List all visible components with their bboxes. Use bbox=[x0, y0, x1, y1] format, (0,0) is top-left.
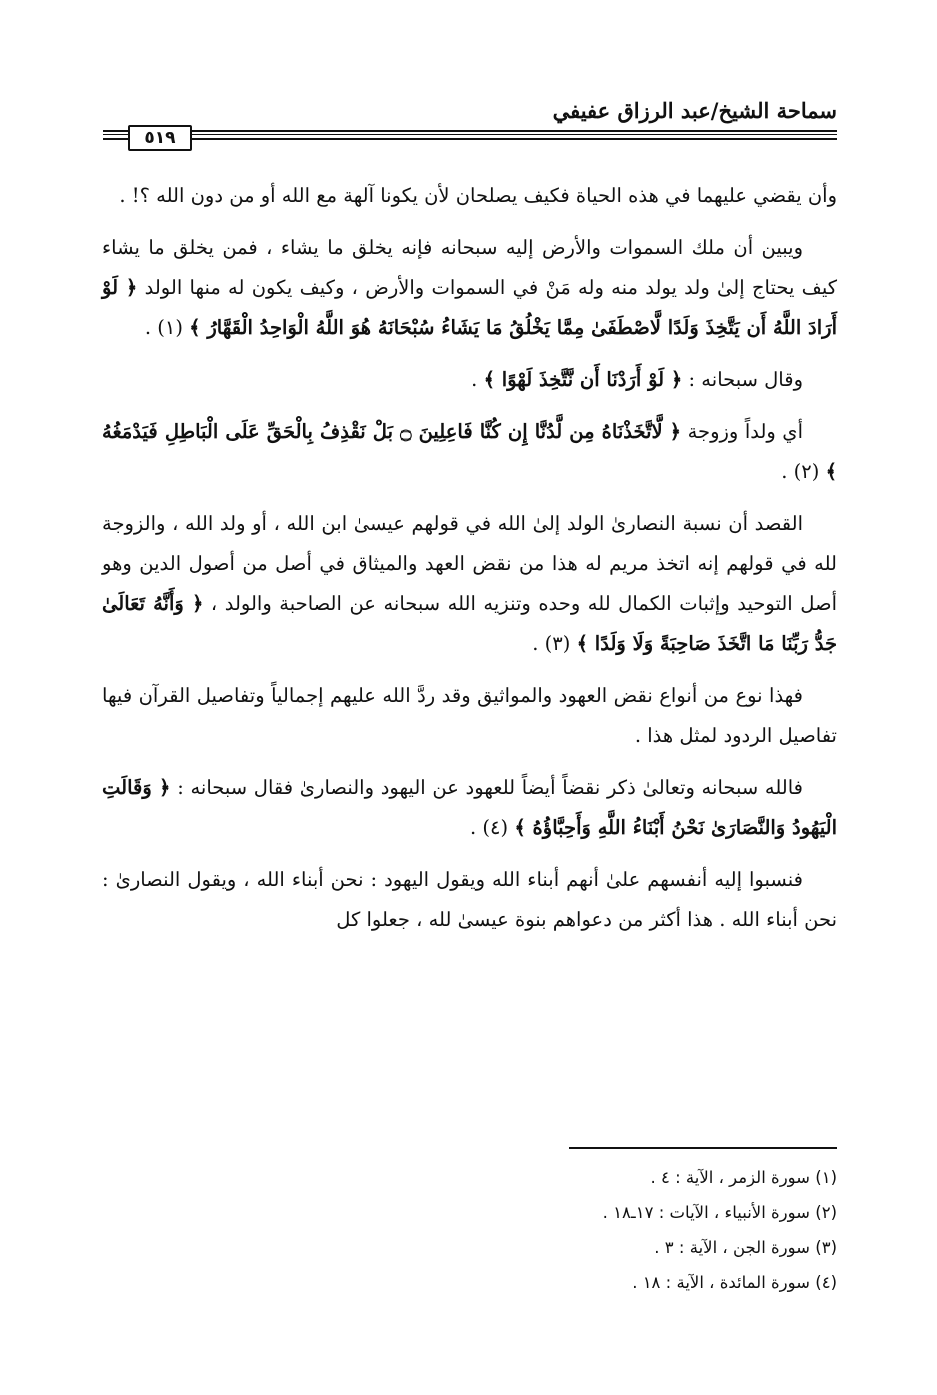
paragraph-3-text: وقال سبحانه : bbox=[682, 368, 803, 391]
quran-verse: ﴿ لَوْ أَرَادَ اللَّهُ أَن يَتَّخِذَ وَلَدًا لَّاصْطَفَىٰ مِمَّا يَخْلُقُ مَا يَشَاءُ سُبْحَانَهُ هُوَ اللَّهُ الْوَاحِدُ الْقَهَّارُ ﴾ bbox=[102, 276, 837, 339]
footnote-ref: (٣) . bbox=[532, 632, 577, 655]
quran-verse: ﴿ وَقَالَتِ الْيَهُودُ وَالنَّصَارَىٰ نَحْنُ أَبْنَاءُ اللَّهِ وَأَحِبَّاؤُهُ ﴾ bbox=[102, 776, 837, 839]
paragraph-5 bbox=[102, 504, 837, 664]
paragraph-3 bbox=[102, 360, 837, 400]
paragraph-4 bbox=[102, 412, 837, 492]
running-title: سماحة الشيخ/عبد الرزاق عفيفي bbox=[552, 98, 837, 123]
quran-verse: ﴿ لَوْ أَرَدْنَا أَن نَّتَّخِذَ لَهْوًا ﴾ bbox=[483, 368, 683, 391]
footnote-ref: (١) . bbox=[144, 316, 190, 339]
header-rule bbox=[103, 130, 837, 142]
paragraph-2 bbox=[102, 228, 837, 348]
footnote-separator bbox=[569, 1147, 837, 1149]
paragraph-7-text: فالله سبحانه وتعالىٰ ذكر نقضاً أيضاً للعهود عن اليهود والنصارىٰ فقال سبحانه : bbox=[170, 776, 804, 799]
body-text bbox=[102, 176, 837, 952]
footnote-4: (٤) سورة المائدة ، الآية : ١٨ . bbox=[632, 1273, 837, 1292]
footnote-1: (١) سورة الزمر ، الآية : ٤ . bbox=[650, 1168, 837, 1187]
header-rule-line bbox=[103, 138, 837, 140]
paragraph-7 bbox=[102, 768, 837, 848]
paragraph-5-text: القصد أن نسبة النصارىٰ الولد إلىٰ الله في قولهم عيسىٰ ابن الله ، أو ولد الله ، والزوجة لله في قولهم إنه اتخذ مريم له هذا من نقض العهد والميثاق في أصل من أصول الدين وهو أصل التوحيد وإثبات الكمال لله وحده وتنزيه الله سبحانه عن الصاحبة والولد ، bbox=[102, 512, 837, 615]
footnote-ref: (٢) . bbox=[781, 460, 826, 483]
paragraph-1: وأن يقضي عليهما في هذه الحياة فكيف يصلحان لأن يكونا آلهة مع الله أو من دون الله ؟! . bbox=[119, 184, 837, 207]
paragraph-4-text: أي ولداً وزوجة bbox=[681, 420, 803, 443]
header-rule-line bbox=[103, 134, 837, 135]
paragraph-3-end: . bbox=[471, 368, 484, 391]
footnotes bbox=[102, 1160, 837, 1300]
paragraph-8: فنسبوا إليه أنفسهم علىٰ أنهم أبناء الله ويقول اليهود : نحن أبناء الله ، ويقول النصارىٰ : نحن أبناء الله . هذا أكثر من دعواهم بنوة عيسىٰ لله ، جعلوا كل bbox=[102, 868, 837, 931]
header-rule-line bbox=[103, 130, 837, 132]
footnote-ref: (٤) . bbox=[470, 816, 515, 839]
quran-verse: ﴿ لَّاتَّخَذْنَاهُ مِن لَّدُنَّا إِن كُنَّا فَاعِلِينَ ۝ بَلْ نَقْذِفُ بِالْحَقِّ عَلَى الْبَاطِلِ فَيَدْمَغُهُ ﴾ bbox=[102, 420, 837, 483]
paragraph-6: فهذا نوع من أنواع نقض العهود والمواثيق وقد ردَّ الله عليهم إجمالياً وتفاصيل القرآن فيها تفاصيل الردود لمثل هذا . bbox=[102, 684, 837, 747]
footnote-3: (٣) سورة الجن ، الآية : ٣ . bbox=[654, 1238, 837, 1257]
paragraph-2-text: ويبين أن ملك السموات والأرض إليه سبحانه فإنه يخلق ما يشاء ، فمن يخلق ما يشاء كيف يحتاج إلىٰ ولد يولد منه وله مَنْ في السموات والأرض ، وكيف يكون له منها الولد bbox=[102, 236, 838, 299]
page-number: ٥١٩ bbox=[128, 125, 192, 151]
footnote-2: (٢) سورة الأنبياء ، الآيات : ١٧ـ١٨ . bbox=[602, 1203, 837, 1222]
quran-verse: ﴿ وَأَنَّهُ تَعَالَىٰ جَدُّ رَبِّنَا مَا اتَّخَذَ صَاحِبَةً وَلَا وَلَدًا ﴾ bbox=[102, 592, 837, 655]
